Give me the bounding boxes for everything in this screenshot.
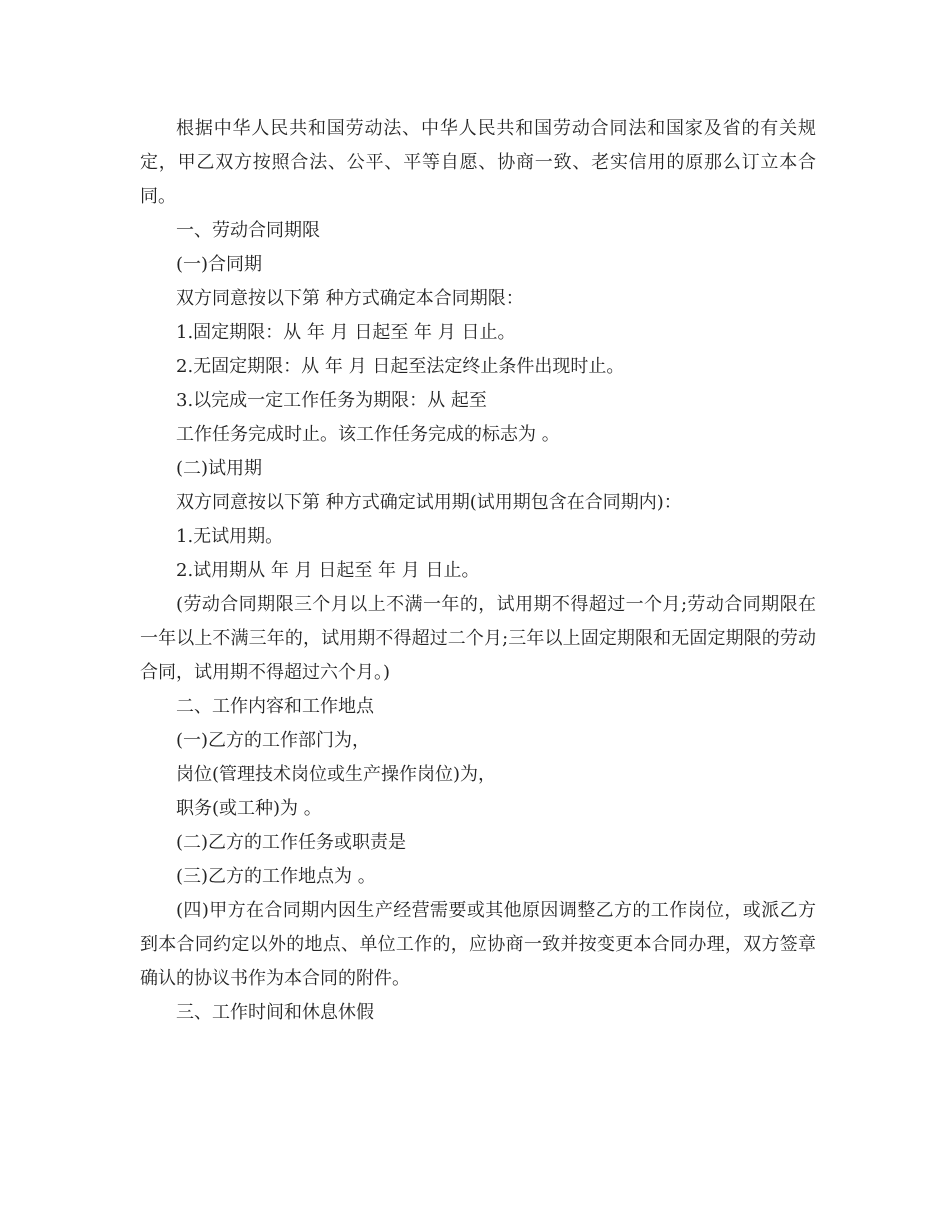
- intro-paragraph: 根据中华人民共和国劳动法、中华人民共和国劳动合同法和国家及省的有关规定，甲乙双方按照合法、公平、平等自愿、协商一致、老实信用的原那么订立本合同。: [140, 118, 816, 207]
- document-body: [140, 112, 816, 1030]
- subsection-probation: (二)试用期: [176, 458, 263, 479]
- work-department: (一)乙方的工作部门为，: [176, 730, 371, 751]
- work-position: 岗位(管理技术岗位或生产操作岗位)为，: [176, 764, 497, 785]
- section-1-heading: 一、劳动合同期限: [176, 220, 320, 241]
- probation-rules-note: (劳动合同期限三个月以上不满一年的，试用期不得超过一个月;劳动合同期限在一年以上不满三年的，试用期不得超过二个月;三年以上固定期限和无固定期限的劳动合同，试用期不得超过六个月。): [140, 594, 816, 683]
- work-duties: (二)乙方的工作任务或职责是: [176, 832, 407, 853]
- section-3-heading: 三、工作时间和休息休假: [176, 1002, 374, 1023]
- task-term-completion: 工作任务完成时止。该工作任务完成的标志为 。: [176, 424, 560, 445]
- no-probation-option: 1.无试用期。: [176, 526, 284, 547]
- fixed-term-option: 1.固定期限：从 年 月 日起至 年 月 日止。: [176, 322, 516, 343]
- task-term-option: 3.以完成一定工作任务为期限：从 起至: [176, 390, 487, 411]
- subsection-contract-period: (一)合同期: [176, 254, 263, 275]
- open-term-option: 2.无固定期限：从 年 月 日起至法定终止条件出现时止。: [176, 356, 625, 377]
- work-location: (三)乙方的工作地点为 。: [176, 866, 376, 887]
- probation-method: 双方同意按以下第 种方式确定试用期(试用期包含在合同期内)：: [176, 492, 682, 513]
- position-adjustment-clause: (四)甲方在合同期内因生产经营需要或其他原因调整乙方的工作岗位，或派乙方到本合同约定以外的地点、单位工作的，应协商一致并按变更本合同办理，双方签章确认的协议书作为本合同的附件。: [140, 900, 816, 989]
- section-2-heading: 二、工作内容和工作地点: [176, 696, 374, 717]
- probation-period-option: 2.试用期从 年 月 日起至 年 月 日止。: [176, 560, 480, 581]
- work-title: 职务(或工种)为 。: [176, 798, 322, 819]
- contract-period-method: 双方同意按以下第 种方式确定本合同期限：: [176, 288, 524, 309]
